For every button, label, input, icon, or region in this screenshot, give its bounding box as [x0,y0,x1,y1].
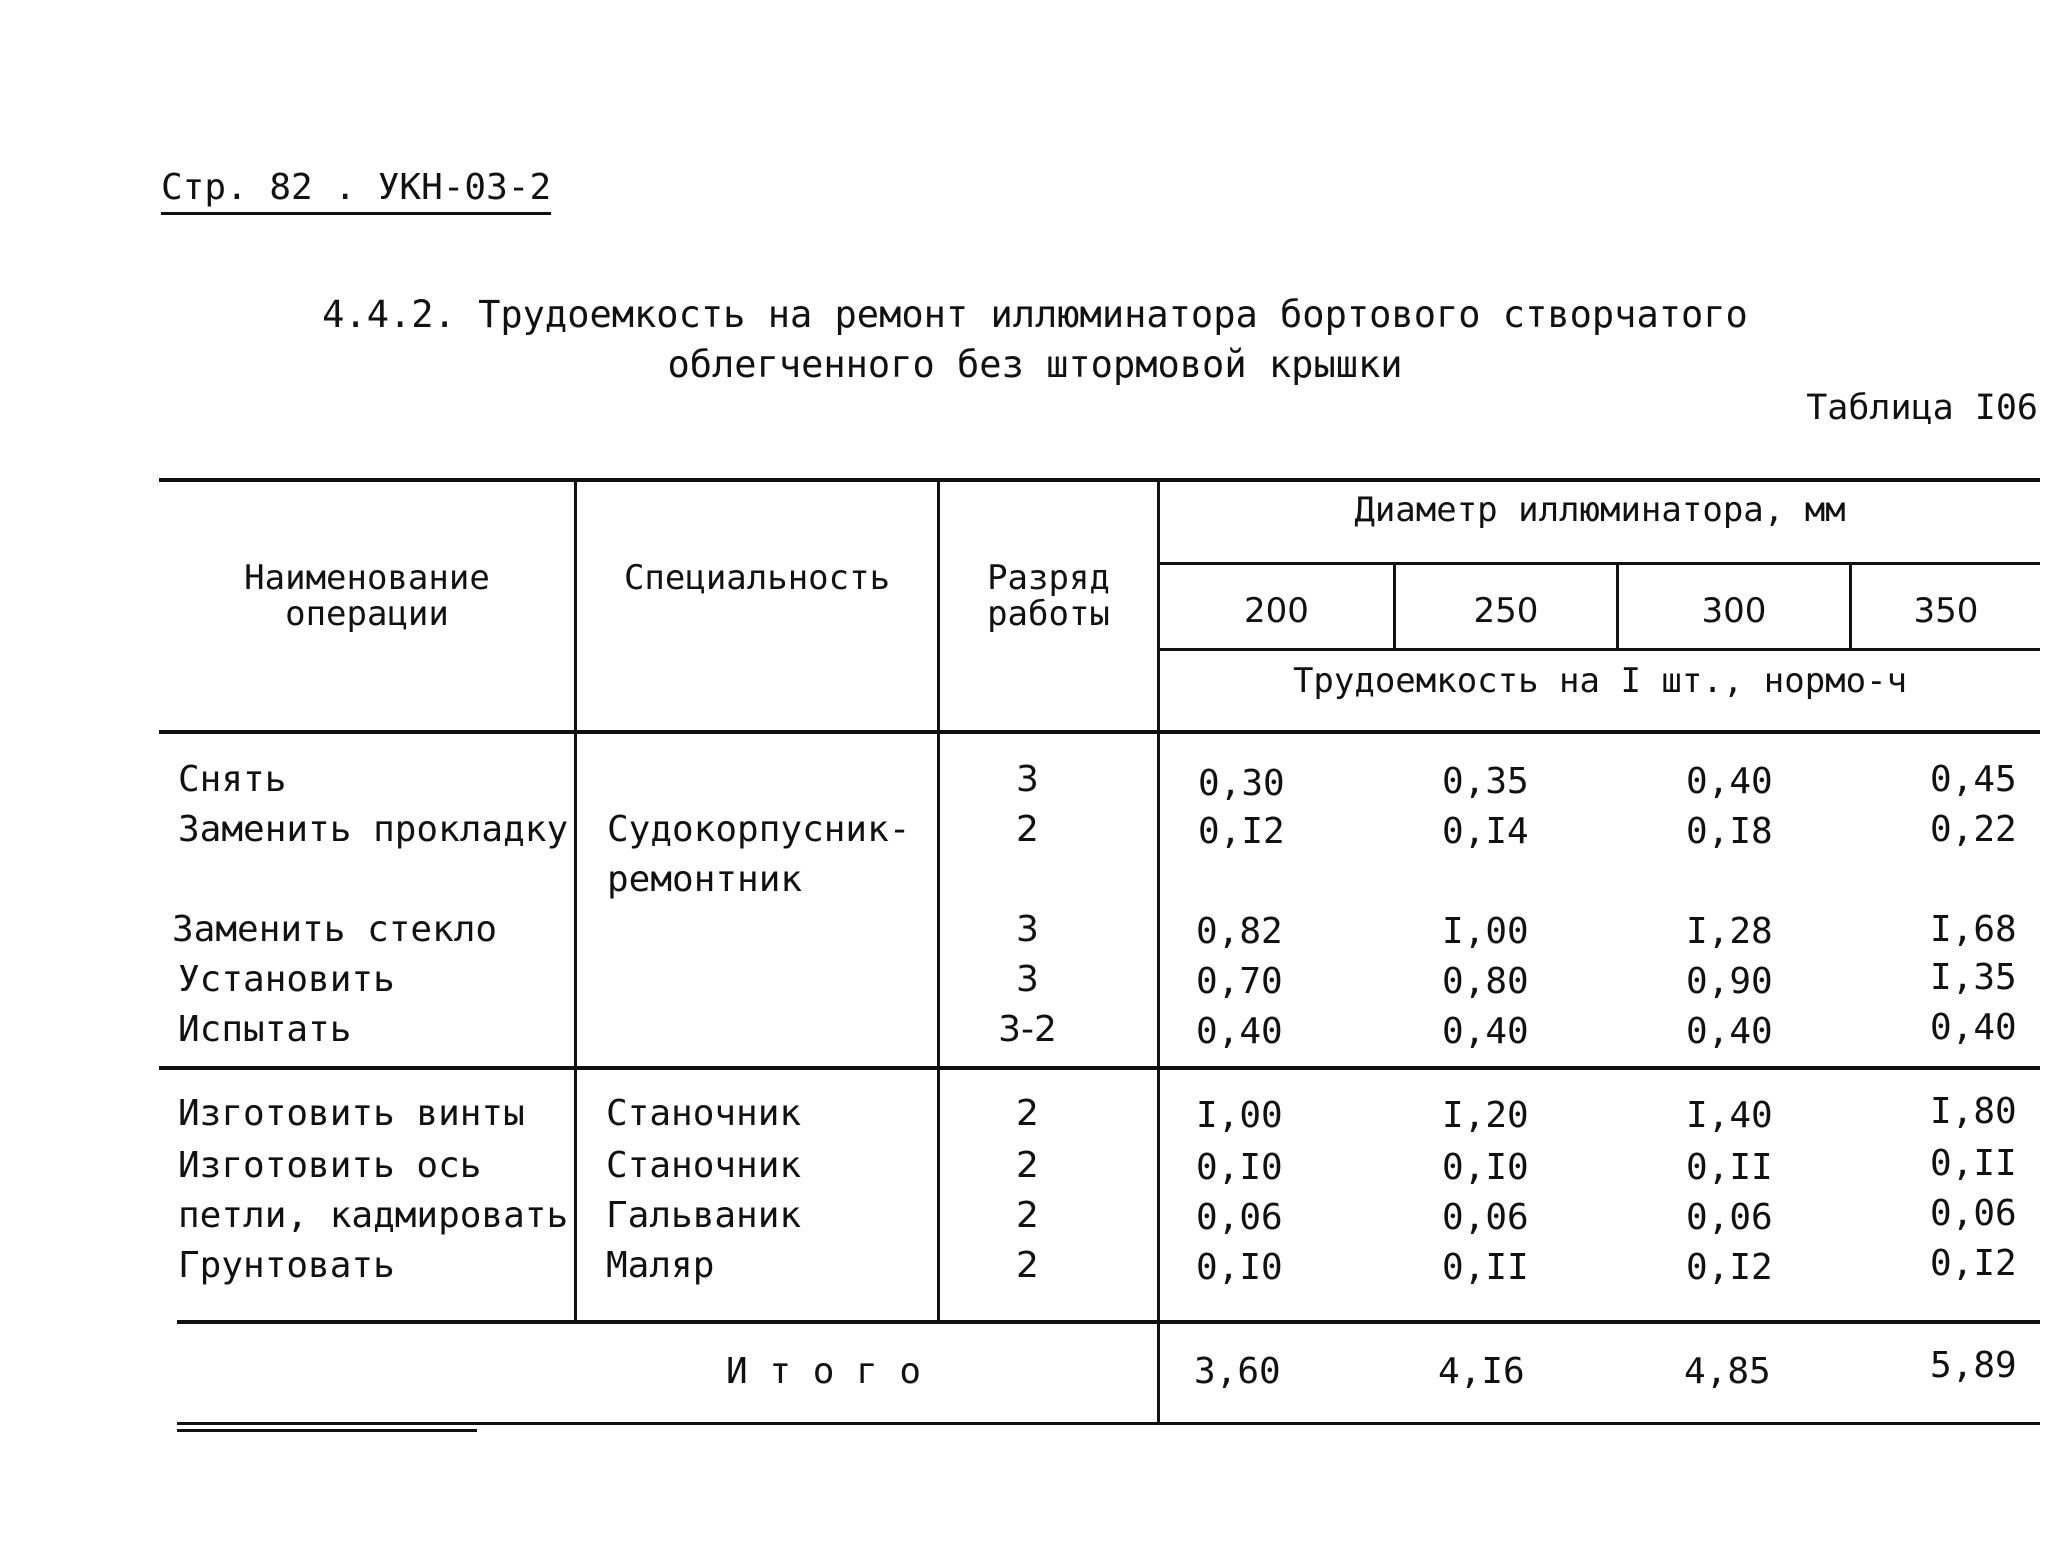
grade-cell: 3-2 [998,1009,1057,1050]
value-cell: 0,40 [1442,1011,1529,1052]
value-cell: 0,I4 [1442,811,1529,852]
total-value: 4,85 [1684,1351,1771,1392]
table-top-rule [159,478,2040,482]
table-bottom-rule-1 [177,1422,2040,1425]
value-cell: I,28 [1686,911,1773,952]
total-top-rule [177,1320,2040,1324]
value-cell: I,35 [1930,957,2017,998]
value-cell: 0,30 [1198,763,1285,804]
total-label: И т о г о [726,1351,922,1392]
header-operation [160,560,574,632]
value-cell: 0,I2 [1686,1247,1773,1288]
header-operation-line-2: операции [285,594,449,634]
value-cell: 0,40 [1686,761,1773,802]
value-cell: 0,90 [1686,961,1773,1002]
header-diameter-350: 350 [1913,591,1979,631]
total-value: 3,60 [1194,1351,1281,1392]
value-cell: 0,82 [1196,911,1283,952]
value-cell: 0,06 [1686,1197,1773,1238]
diameter-values-rule [1160,648,2040,651]
page-reference: Стр. 82 . УКН-03-2 [161,166,551,215]
header-labor: Трудоемкость на I шт., нормо-ч [1292,661,1908,701]
grade-cell: 2 [1016,1245,1039,1286]
op-cell: Заменить стекло [172,909,498,950]
grade-cell: 2 [1016,1093,1039,1134]
value-cell: I,40 [1686,1095,1773,1136]
grade-cell: 2 [1016,809,1039,850]
value-cell: 0,80 [1442,961,1529,1002]
value-cell: I,00 [1196,1095,1283,1136]
value-cell: 0,22 [1930,809,2017,850]
specialty-cell: Гальваник [606,1195,802,1236]
op-cell: Заменить прокладку [178,809,569,850]
value-cell: 0,I0 [1442,1147,1529,1188]
value-cell: 0,45 [1930,759,2017,800]
op-cell: Снять [178,759,287,800]
value-cell: 0,40 [1930,1007,2017,1048]
grade-cell: 3 [1016,909,1039,950]
op-cell: Изготовить ось [178,1145,482,1186]
header-grade [940,560,1157,632]
value-cell: 0,35 [1442,761,1529,802]
specialty-cell: Маляр [606,1245,715,1286]
value-cell: 0,II [1930,1143,2017,1184]
grade-cell: 3 [1016,759,1039,800]
value-cell: 0,I8 [1686,811,1773,852]
value-cell: 0,I2 [1930,1243,2017,1284]
op-cell: Изготовить винты [178,1093,525,1134]
specialty-cell: Станочник [606,1093,802,1134]
table-number-label: Таблица I06 [1806,388,2038,428]
header-diameter-300: 300 [1701,591,1767,631]
header-grade-line-2: работы [987,594,1110,634]
header-diameter-250: 250 [1473,591,1539,631]
op-cell: Грунтовать [178,1245,395,1286]
value-cell: 0,06 [1930,1193,2017,1234]
value-cell: 0,06 [1442,1197,1529,1238]
header-operation-line-1: Наименование [244,558,490,598]
value-cell: 0,70 [1196,961,1283,1002]
grade-cell: 2 [1016,1145,1039,1186]
value-cell: 0,06 [1196,1197,1283,1238]
header-diameter: Диаметр иллюминатора, мм [1354,490,1846,530]
header-grade-line-1: Разряд [987,558,1110,598]
op-cell: петли, кадмировать [178,1195,569,1236]
value-cell: I,80 [1930,1091,2017,1132]
value-cell: 0,I2 [1198,811,1285,852]
value-cell: 0,40 [1196,1011,1283,1052]
total-value: 5,89 [1930,1345,2017,1386]
header-diameter-200: 200 [1244,591,1309,631]
header-bottom-rule [159,730,2040,734]
diameter-header-rule [1160,562,2040,565]
total-value: 4,I6 [1438,1351,1525,1392]
value-cell: 0,II [1442,1247,1529,1288]
value-cell: I,20 [1442,1095,1529,1136]
value-cell: 0,40 [1686,1011,1773,1052]
table-bottom-rule-2 [177,1429,477,1432]
value-cell: I,00 [1442,911,1529,952]
specialty-cell: Судокорпусник- [607,809,911,850]
grade-cell: 2 [1016,1195,1039,1236]
value-cell: 0,II [1686,1147,1773,1188]
value-cell: 0,I0 [1196,1247,1283,1288]
value-cell: I,68 [1930,909,2017,950]
table-title-line-1: 4.4.2. Трудоемкость на ремонт иллюминатора бортового створчатого [322,293,1748,336]
op-cell: Испытать [178,1009,352,1050]
specialty-cell: Станочник [606,1145,802,1186]
header-specialty: Специальность [623,558,891,598]
table-title-line-2: облегченного без штормовой крышки [667,343,1403,386]
col-rule-operation [574,480,577,1322]
specialty-cell: ремонтник [607,859,803,900]
value-cell: 0,I0 [1196,1147,1283,1188]
grade-cell: 3 [1016,959,1039,1000]
group-divider-rule [159,1066,2040,1070]
op-cell: Установить [178,959,395,1000]
